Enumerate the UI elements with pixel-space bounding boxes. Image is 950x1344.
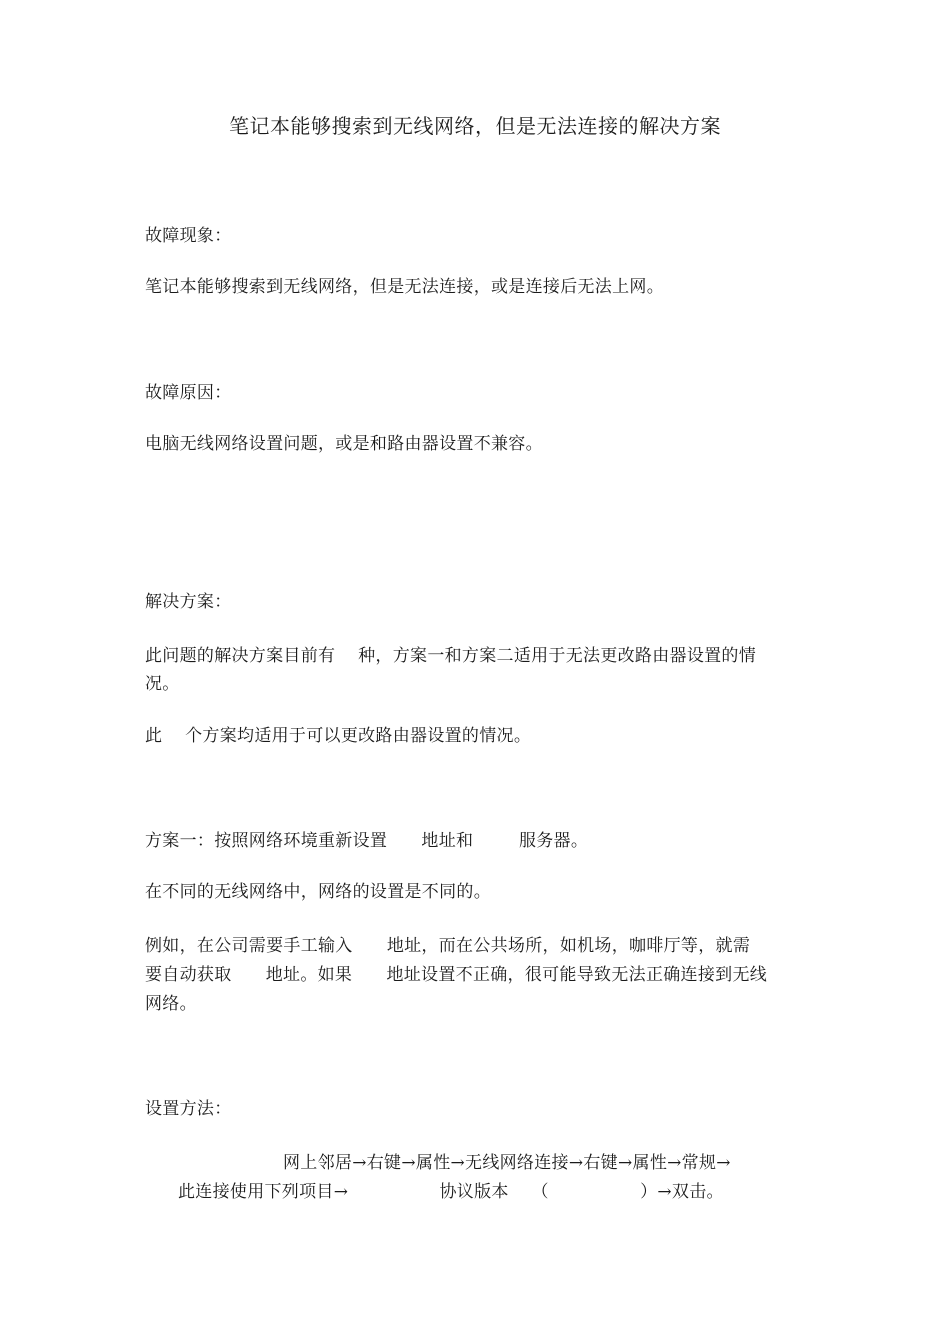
plan1-heading: 方案一：按照网络环境重新设置 地址和 服务器。 [145,831,589,851]
plan1-paragraph-2-line-2: 要自动获取 地址。如果 地址设置不正确，很可能导致无法正确连接到无线 [145,965,768,985]
solution-paragraph-1-line-2: 况。 [145,674,180,694]
setup-steps-line-2: 此连接使用下列项目→ 协议版本 （ ）→双击。 [178,1182,724,1202]
plan1-paragraph-2-line-3: 网络。 [145,994,197,1014]
document-title: 笔记本能够搜索到无线网络，但是无法连接的解决方案 [229,114,721,138]
symptom-heading: 故障现象： [145,226,232,246]
solution-paragraph-2: 此 个方案均适用于可以更改路由器设置的情况。 [145,726,532,746]
solution-heading: 解决方案： [145,592,232,612]
setup-heading: 设置方法： [145,1099,232,1119]
cause-heading: 故障原因： [145,383,232,403]
plan1-paragraph-1: 在不同的无线网络中，网络的设置是不同的。 [145,882,491,902]
symptom-text: 笔记本能够搜索到无线网络，但是无法连接，或是连接后无法上网。 [145,277,664,297]
solution-paragraph-1-line-1: 此问题的解决方案目前有 种，方案一和方案二适用于无法更改路由器设置的情 [145,646,757,666]
setup-steps-line-1: 网上邻居→右键→属性→无线网络连接→右键→属性→常规→ [283,1153,731,1173]
cause-text: 电脑无线网络设置问题，或是和路由器设置不兼容。 [145,434,543,454]
plan1-paragraph-2-line-1: 例如，在公司需要手工输入 地址，而在公共场所，如机场，咖啡厅等，就需 [145,936,751,956]
